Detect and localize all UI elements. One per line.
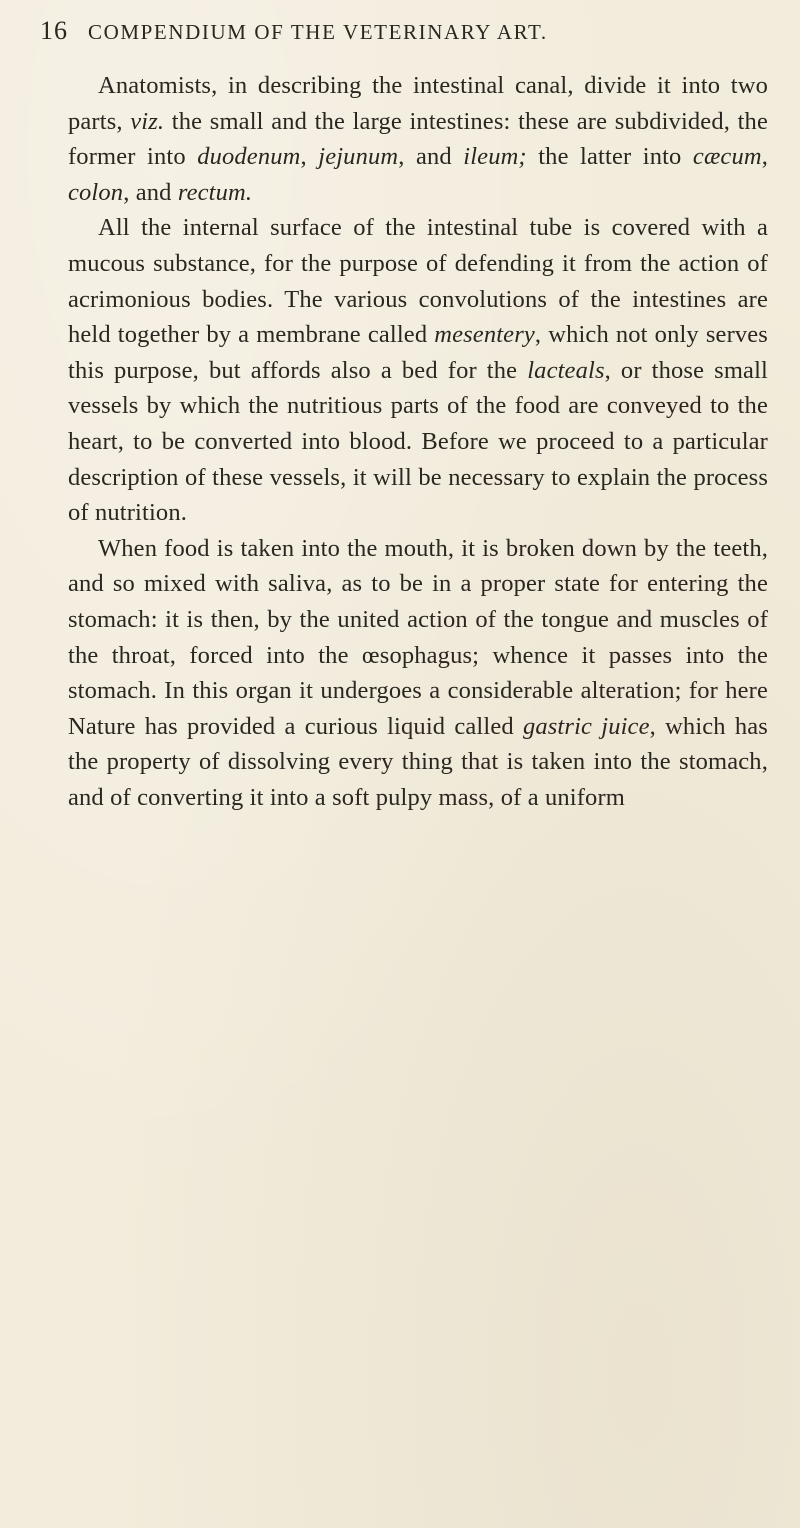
text-run: , and <box>398 143 464 171</box>
italic-term: mesentery <box>434 321 535 349</box>
italic-term: duodenum <box>197 143 301 171</box>
running-title: COMPENDIUM OF THE VETERINARY ART. <box>88 20 548 44</box>
italic-term: lacteals <box>527 356 605 384</box>
text-run: , which not only serves this purpose, but affords also a bed for the <box>68 321 768 384</box>
text-run: Anatomists, in describing the intestinal canal, divide it into two parts, <box>68 72 768 135</box>
italic-term: ileum; <box>463 143 527 171</box>
text-run: , or those small vessels by which the nutritious parts of the food are conveyed to the heart, to be converted into blood. Before we proceed to a particular description of these vessels, it will be necessary to explain the process of nutrition. <box>68 356 768 527</box>
page-number: 16 <box>40 16 68 45</box>
italic-term: colon <box>68 178 124 206</box>
italic-term: cæcum <box>692 143 762 171</box>
paragraph-digestion <box>68 531 768 816</box>
italic-term: jejunum <box>318 143 399 171</box>
italic-term: viz. <box>130 107 165 135</box>
text-run: All the internal surface of the intestinal tube is covered with a mucous substance, for the purpose of defending it from the action of acrimonious bodies. The various convolutions of the intestines are held together by a membrane called <box>68 214 768 349</box>
text-run: , <box>761 143 768 171</box>
running-head <box>40 14 780 48</box>
body-text <box>68 68 768 815</box>
italic-term: rectum. <box>177 178 253 206</box>
text-run: the small and the large intestines: these are subdivided, the former into <box>68 107 768 171</box>
paragraph-mucous-surface <box>68 210 768 530</box>
italic-term: gastric juice <box>522 712 650 740</box>
paragraph-intestinal-canal <box>68 68 768 210</box>
text-run: , which has the property of dissolving every thing that is taken into the stomach, and of converting it into a soft pulpy mass, of a uniform <box>68 712 768 811</box>
text-run: , and <box>123 178 178 206</box>
text-run: When food is taken into the mouth, it is broken down by the teeth, and so mixed with saliva, as to be in a proper state for entering the stomach: it is then, by the united action of the tongue and muscles of the throat, forced into the œsophagus; whence it passes into the stomach. In this organ it undergoes a considerable alteration; for here Nature has provided a curious liquid called <box>68 534 768 740</box>
text-run: the latter into <box>526 143 693 171</box>
text-run: , <box>300 143 319 171</box>
